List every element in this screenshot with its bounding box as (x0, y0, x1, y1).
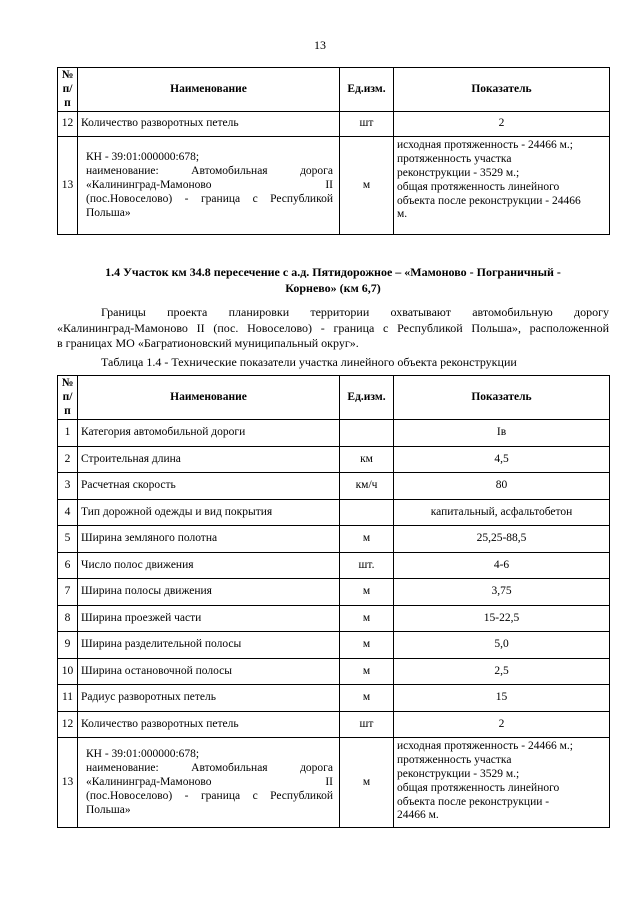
row-value: 25,25-88,5 (394, 526, 610, 553)
table-row (58, 632, 610, 659)
row-value: 15 (394, 685, 610, 712)
table-row (58, 499, 610, 526)
body-paragraph: Границы проекта планировки территории охватывают автомобильную дорогу «Калининград-Мамоново II (пос. Новоселово) - граница с Республикой Польша», расположенной в границах МО «Багратионовский муниципальный округ». (57, 305, 609, 351)
table-row (58, 112, 610, 137)
row-unit: м (340, 526, 394, 553)
header-num: № п/п (58, 376, 78, 420)
table-row (58, 137, 610, 235)
row-unit (340, 420, 394, 447)
row-unit: шт (340, 711, 394, 738)
row-unit: шт. (340, 552, 394, 579)
table-caption: Таблица 1.4 - Технические показатели участка линейного объекта реконструкции (101, 355, 517, 369)
row-unit: м (340, 658, 394, 685)
row-name: Радиус разворотных петель (78, 685, 340, 712)
table-header-row (58, 376, 610, 420)
row-name: Число полос движения (78, 552, 340, 579)
row-number: 8 (58, 605, 78, 632)
table-header-row (58, 68, 610, 112)
row-number: 3 (58, 473, 78, 500)
table-row (58, 552, 610, 579)
header-name: Наименование (78, 68, 340, 112)
row-name: Ширина остановочной полосы (78, 658, 340, 685)
row-value: 2 (394, 112, 610, 137)
row-number: 5 (58, 526, 78, 553)
row-name: КН - 39:01:000000:678; наименование: Автомобильная дорога «Калининград-Мамоново II (пос.Новоселово) - граница с Республикой Польша» (78, 137, 340, 235)
row-name: Строительная длина (78, 446, 340, 473)
row-number: 6 (58, 552, 78, 579)
table-row (58, 579, 610, 606)
table-2 (57, 375, 610, 828)
row-name: Ширина полосы движения (78, 579, 340, 606)
row-name: Расчетная скорость (78, 473, 340, 500)
row-number: 7 (58, 579, 78, 606)
table-row (58, 605, 610, 632)
row-number: 13 (58, 137, 78, 235)
row-unit: м (340, 632, 394, 659)
row-value: исходная протяженность - 24466 м.; протяженность участка реконструкции - 3529 м.; общая протяженность линейного объекта после реконструкции - 24466 м. (394, 738, 610, 828)
table-row (58, 473, 610, 500)
row-value: капитальный, асфальтобетон (394, 499, 610, 526)
row-name: КН - 39:01:000000:678; наименование: Автомобильная дорога «Калининград-Мамоново II (пос.Новоселово) - граница с Республикой Польша» (78, 738, 340, 828)
row-value: 2,5 (394, 658, 610, 685)
row-number: 13 (58, 738, 78, 828)
row-unit (340, 499, 394, 526)
row-unit: км (340, 446, 394, 473)
row-unit: км/ч (340, 473, 394, 500)
row-name: Ширина разделительной полосы (78, 632, 340, 659)
row-number: 4 (58, 499, 78, 526)
row-value: 80 (394, 473, 610, 500)
header-value: Показатель (394, 68, 610, 112)
row-unit: м (340, 738, 394, 828)
table-row (58, 446, 610, 473)
page-number: 13 (314, 38, 326, 52)
row-name: Количество разворотных петель (78, 112, 340, 137)
row-value: 4,5 (394, 446, 610, 473)
table-row (58, 711, 610, 738)
row-name: Ширина земляного полотна (78, 526, 340, 553)
table-row (58, 658, 610, 685)
row-number: 10 (58, 658, 78, 685)
table-row (58, 738, 610, 828)
row-number: 9 (58, 632, 78, 659)
table-row (58, 685, 610, 712)
table-row (58, 420, 610, 447)
row-name: Ширина проезжей части (78, 605, 340, 632)
header-unit: Ед.изм. (340, 376, 394, 420)
row-number: 1 (58, 420, 78, 447)
row-unit: м (340, 685, 394, 712)
row-name: Количество разворотных петель (78, 711, 340, 738)
header-unit: Ед.изм. (340, 68, 394, 112)
row-name: Тип дорожной одежды и вид покрытия (78, 499, 340, 526)
row-unit: шт (340, 112, 394, 137)
row-value: 2 (394, 711, 610, 738)
row-value: исходная протяженность - 24466 м.; протяженность участка реконструкции - 3529 м.; общая протяженность линейного объекта после реконструкции - 24466 м. (394, 137, 610, 235)
table-row (58, 526, 610, 553)
row-number: 12 (58, 112, 78, 137)
section-heading: 1.4 Участок км 34.8 пересечение с а.д. Пятидорожное – «Мамоново - Пограничный - Корнево» (км 6,7) (105, 265, 561, 296)
row-unit: м (340, 137, 394, 235)
header-name: Наименование (78, 376, 340, 420)
header-num: № п/п (58, 68, 78, 112)
row-unit: м (340, 579, 394, 606)
row-value: 5,0 (394, 632, 610, 659)
row-number: 11 (58, 685, 78, 712)
row-value: 3,75 (394, 579, 610, 606)
row-unit: м (340, 605, 394, 632)
table-1 (57, 67, 610, 235)
row-value: Iв (394, 420, 610, 447)
header-value: Показатель (394, 376, 610, 420)
row-number: 2 (58, 446, 78, 473)
row-value: 15-22,5 (394, 605, 610, 632)
row-name: Категория автомобильной дороги (78, 420, 340, 447)
row-number: 12 (58, 711, 78, 738)
row-value: 4-6 (394, 552, 610, 579)
